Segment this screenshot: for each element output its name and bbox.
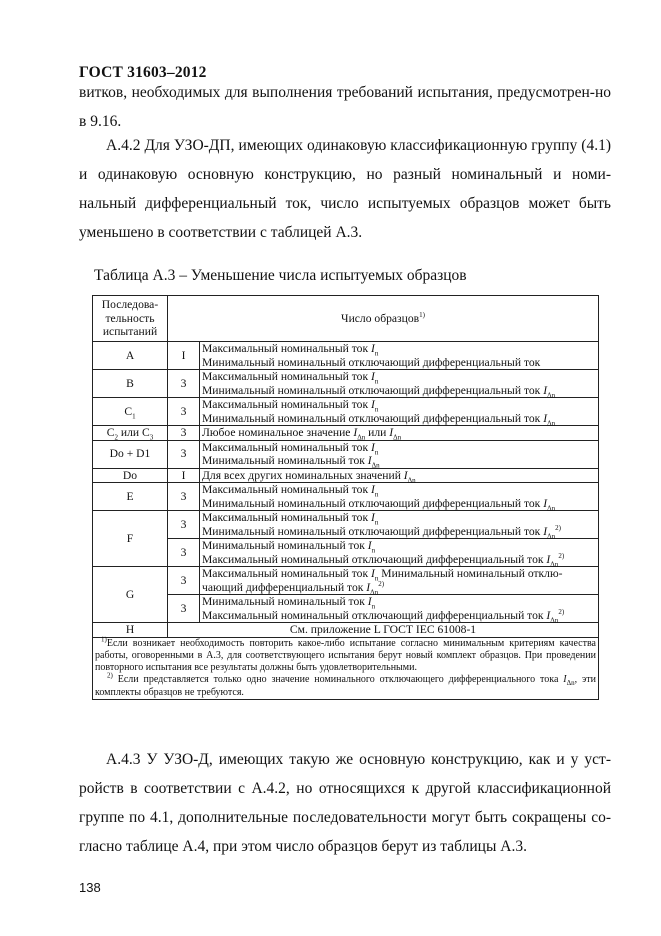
- current-symbol: I: [371, 398, 375, 411]
- description-line: [202, 553, 596, 567]
- current-subscript: n: [374, 377, 379, 386]
- description-line: [202, 454, 596, 468]
- description-line: [202, 567, 596, 581]
- table-row: [93, 567, 599, 595]
- footnote-1: [95, 635, 596, 675]
- sequence-label: или C: [118, 426, 150, 439]
- current-symbol: I: [367, 595, 372, 608]
- table-row: [93, 511, 599, 539]
- current-subscript: Δn: [547, 390, 556, 399]
- sequence-label: C: [124, 404, 133, 418]
- sequence-label: Do + D1: [109, 447, 151, 461]
- sequence-cell: [93, 426, 168, 441]
- table-row: [93, 440, 599, 468]
- current-symbol: I: [371, 567, 375, 580]
- description-text: Минимальный номинальный отключающий дифференциальный ток: [202, 524, 544, 538]
- description-line: [202, 483, 596, 497]
- sample-count: 3: [168, 370, 200, 398]
- current-symbol: I: [371, 370, 375, 383]
- sequence-subscript: 3: [149, 433, 154, 442]
- description-line: [202, 539, 596, 553]
- description-line: [202, 441, 596, 455]
- table-row: [93, 595, 599, 623]
- description-line: [202, 595, 596, 609]
- description-text: Минимальный номинальный ток: [202, 454, 368, 467]
- description-line: [202, 342, 596, 356]
- page-number: 138: [79, 880, 101, 895]
- current-subscript: Δn: [550, 559, 559, 568]
- footnote-ref: 2): [558, 607, 565, 616]
- sample-count: 3: [168, 567, 200, 595]
- footnote-text: , эти комплекты образцов не требуются.: [95, 674, 597, 698]
- current-symbol: I: [543, 496, 548, 510]
- current-subscript: n: [374, 405, 379, 414]
- description-text: Максимальный номинальный ток: [202, 511, 372, 524]
- current-subscript: n: [374, 574, 379, 583]
- description-line: [202, 412, 596, 426]
- reference-cell: См. приложение L ГОСТ IEC 61008-1: [168, 623, 599, 638]
- footnotes-row: [93, 637, 599, 699]
- description-text: Максимальный номинальный отключающий дифференциальный ток: [202, 552, 547, 566]
- sample-count: 3: [168, 398, 200, 426]
- sequence-cell: [93, 370, 168, 398]
- test-description: [200, 440, 599, 468]
- table-row: [93, 398, 599, 426]
- sample-count: 3: [168, 595, 200, 623]
- description-text: Максимальный номинальный ток: [202, 398, 372, 411]
- header-sample-count: Число образцов$^{1)}$: [168, 296, 599, 342]
- description-text: Минимальный номинальный отключающий дифференциальный ток: [202, 355, 541, 369]
- description-line: [202, 469, 596, 483]
- description-line: [202, 497, 596, 511]
- description-line: [202, 525, 596, 539]
- description-text: Минимальный номинальный отключающий дифференциальный ток: [202, 496, 544, 510]
- table-row: [93, 468, 599, 483]
- current-symbol: I: [367, 454, 372, 467]
- description-line: [202, 384, 596, 398]
- sequence-cell: [93, 440, 168, 468]
- current-subscript: Δn: [371, 461, 380, 470]
- sequence-subscript: 2: [114, 433, 118, 442]
- footnotes-cell: [93, 637, 599, 699]
- description-line: [202, 370, 596, 384]
- description-text: Минимальный номинальный отклю-: [378, 567, 563, 580]
- footnote-ref: 2): [378, 579, 385, 588]
- test-description: [200, 370, 599, 398]
- table-caption: Таблица А.3 – Уменьшение числа испытуемых образцов: [94, 267, 467, 284]
- current-symbol: I: [371, 342, 375, 355]
- sample-count: I: [168, 342, 200, 370]
- table-row: [93, 370, 599, 398]
- paragraph-a42: А.4.2 Для УЗО-ДП, имеющих одинаковую классификационную группу (4.1) и одинаковую основную конструкцию, но разный номинальный и номи-нальный дифференциальный ток, число испытуемых образцов может быть уменьшено в соответствии с таблицей А.3.: [79, 137, 611, 241]
- test-description: [200, 595, 599, 623]
- description-line: [202, 581, 596, 595]
- current-symbol: I: [366, 580, 371, 594]
- table-row: [93, 483, 599, 511]
- samples-table: [92, 295, 599, 700]
- footnote-ref: 2): [555, 523, 561, 532]
- description-line: [202, 511, 596, 525]
- description-text: Максимальный номинальный ток: [202, 567, 372, 580]
- description-line: [202, 426, 596, 440]
- description-text: Максимальный номинальный отключающий дифференциальный ток: [202, 608, 547, 622]
- current-symbol: I: [371, 483, 375, 496]
- sample-count: 3: [168, 539, 200, 567]
- description-text: или: [365, 426, 390, 439]
- sequence-label: A: [125, 348, 135, 362]
- test-description: [200, 483, 599, 511]
- test-description: [200, 539, 599, 567]
- current-symbol: I: [543, 411, 548, 425]
- sequence-cell: [93, 342, 168, 370]
- description-text: Для всех других номинальных значений: [202, 468, 404, 482]
- current-symbol: I: [353, 426, 358, 439]
- current-symbol: I: [543, 524, 548, 538]
- current-symbol: I: [371, 511, 375, 524]
- sequence-cell: [93, 468, 168, 483]
- sequence-label: C: [106, 426, 115, 439]
- current-subscript: Δn: [547, 418, 556, 427]
- sequence-label: E: [126, 489, 134, 503]
- sample-count: 3: [168, 426, 200, 441]
- current-subscript: Δn: [357, 433, 366, 442]
- current-subscript: Δn: [393, 433, 402, 442]
- current-symbol: I: [403, 468, 408, 482]
- current-symbol: I: [546, 608, 551, 622]
- current-symbol: I: [563, 674, 567, 686]
- sample-count: I: [168, 468, 200, 483]
- table-row: [93, 539, 599, 567]
- test-description: [200, 426, 599, 441]
- sequence-label: Do: [122, 468, 138, 482]
- sequence-subscript: 1: [132, 412, 136, 421]
- test-description: [200, 511, 599, 539]
- current-subscript: n: [371, 602, 376, 611]
- header-sequence: Последова-тельность испытаний: [93, 296, 168, 342]
- current-subscript: n: [374, 447, 379, 456]
- current-subscript: n: [374, 518, 379, 527]
- description-text: Максимальный номинальный ток: [202, 483, 372, 496]
- description-text: чающий дифференциальный ток: [202, 580, 367, 594]
- sample-count: 3: [168, 440, 200, 468]
- description-text: Максимальный номинальный ток: [202, 370, 372, 383]
- footnote-text: Если возникает необходимость повторить какое-либо испытание согласно минимальным критериям качества работы, оговоренными в А.3, для соответствующего испытания берут новый комплект образцов. При проведении повторного испытания все результаты должны быть удовлетворительными.: [95, 637, 596, 674]
- description-text: Любое номинальное значение: [202, 426, 354, 439]
- sample-count: 3: [168, 511, 200, 539]
- description-text: Максимальный номинальный ток: [202, 440, 372, 454]
- table-row: [93, 426, 599, 441]
- table-header-row: [93, 296, 599, 342]
- sequence-label: B: [126, 376, 134, 390]
- test-description: [200, 567, 599, 595]
- current-subscript: Δn: [547, 503, 556, 512]
- test-description: [200, 398, 599, 426]
- footnote-mark: 1): [101, 635, 107, 644]
- document-header: ГОСТ 31603–2012: [79, 64, 207, 81]
- current-subscript: Δn: [550, 615, 559, 624]
- current-symbol: I: [367, 539, 372, 552]
- current-symbol: I: [546, 552, 551, 566]
- current-subscript: Δn: [547, 531, 556, 540]
- sequence-cell: G: [93, 567, 168, 623]
- sequence-cell: [93, 483, 168, 511]
- paragraph-a43: А.4.3 У УЗО-Д, имеющих такую же основную конструкцию, как и у уст-ройств в соответствии с А.4.2, но относящихся к другой классификационной группе по 4.1, дополнительные последовательности могут быть сокращены со-гласно таблице А.4, при этом число образцов берут из таблицы А.3.: [79, 751, 611, 855]
- description-line: [202, 609, 596, 623]
- footnote-ref: 2): [558, 551, 565, 560]
- current-subscript: Δn: [407, 475, 416, 484]
- sequence-cell: H: [93, 623, 168, 638]
- description-text: Минимальный номинальный ток: [202, 539, 368, 552]
- sequence-cell: [93, 398, 168, 426]
- footnote-mark: 2): [107, 672, 113, 681]
- current-symbol: I: [371, 440, 375, 454]
- sample-count: 3: [168, 483, 200, 511]
- description-text: Минимальный номинальный отключающий дифференциальный ток: [202, 411, 544, 425]
- description-text: Максимальный номинальный ток: [202, 342, 372, 355]
- description-line: [202, 398, 596, 412]
- footnote-2: [95, 674, 596, 699]
- current-subscript: n: [374, 349, 379, 358]
- description-text: Минимальный номинальный отключающий дифференциальный ток: [202, 383, 544, 397]
- description-text: Минимальный номинальный ток: [202, 595, 368, 608]
- current-symbol: I: [389, 426, 394, 439]
- table-row: [93, 623, 599, 638]
- table-row: [93, 342, 599, 370]
- current-subscript: Δn: [566, 679, 575, 688]
- test-description: [200, 342, 599, 370]
- current-subscript: Δn: [370, 587, 379, 596]
- paragraph-continuation: витков, необходимых для выполнения требований испытания, предусмотрен-но в 9.16.: [79, 84, 611, 130]
- sequence-cell: F: [93, 511, 168, 567]
- description-line: [202, 356, 596, 370]
- footnote-text: Если представляется только одно значение номинального отключающего дифференциального тока: [117, 674, 564, 686]
- test-description: [200, 468, 599, 483]
- current-subscript: n: [374, 490, 379, 499]
- current-symbol: I: [543, 383, 548, 397]
- current-subscript: n: [371, 546, 376, 555]
